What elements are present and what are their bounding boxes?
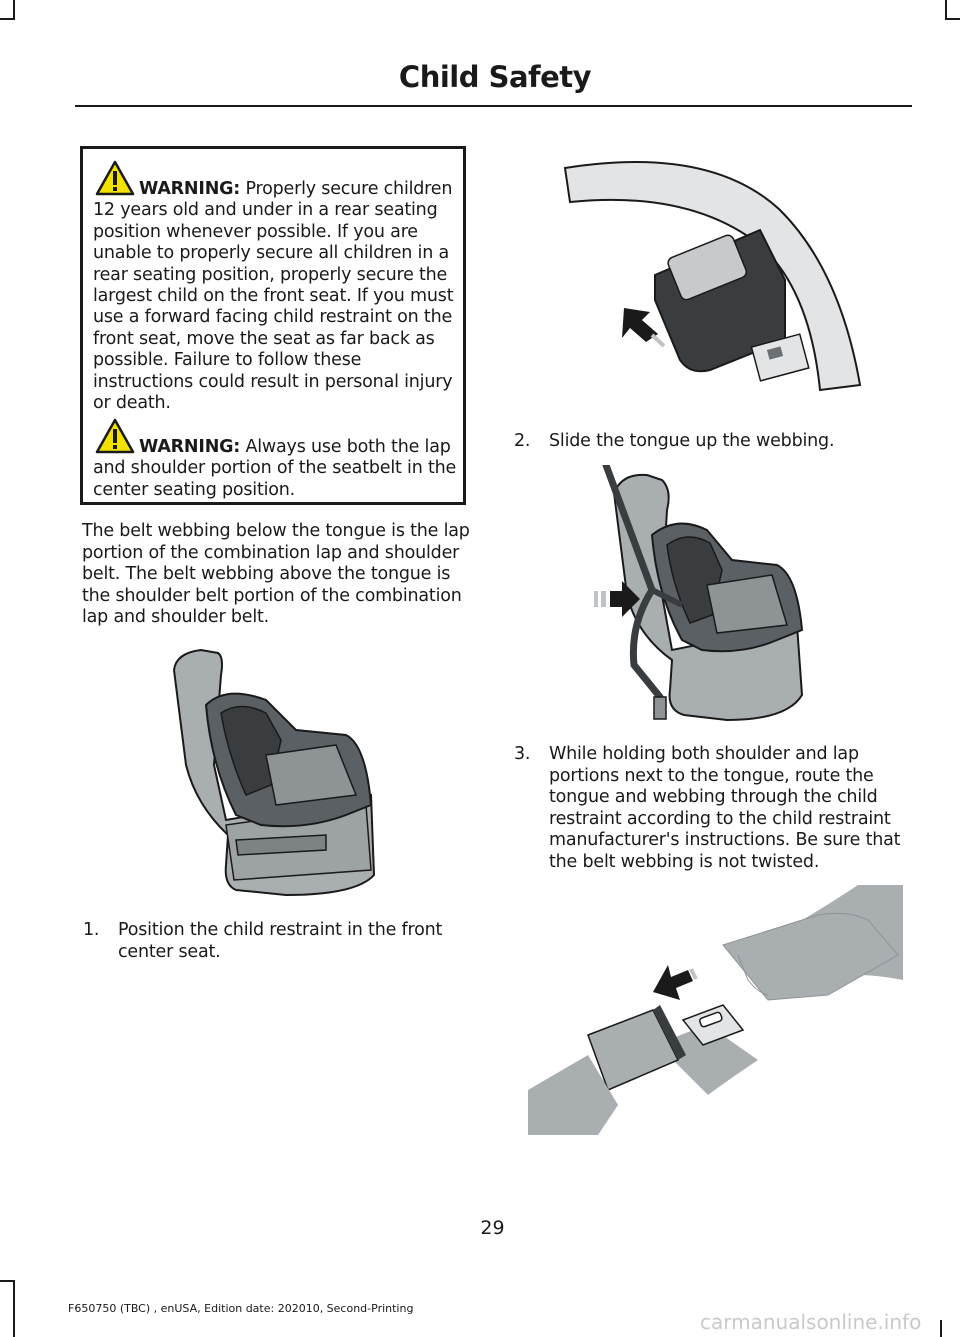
step-1 [83, 920, 483, 968]
warning-body: Always use both the lap and shoulder portion of the seatbelt in the center seating position. [93, 437, 457, 500]
crop-mark [940, 1320, 942, 1337]
crop-mark [13, 0, 15, 20]
page-title: Child Safety [398, 60, 592, 94]
step-text: While holding both shoulder and lap portions next to the tongue, route the tongue and webbing through the child restraint according to the child restraint manufacturer's instructions. Be sure that the belt webbing is not twisted. [549, 744, 901, 872]
direction-arrow-icon [622, 308, 664, 346]
warning-text-1 [93, 179, 465, 414]
warning-text-2 [93, 437, 465, 501]
crop-mark [0, 18, 14, 20]
belt-routing-illustration [592, 465, 812, 725]
warning-body: Properly secure children 12 years old and under in a rear seating position whenever possible. If you are unable to properly secure all children in a rear seating position, properly secure the largest child on the front seat. If you must use a forward facing child restraint on the front seat, move the seat as far back as possible. Failure to follow these instructions could result in personal injury or death. [93, 179, 454, 414]
warning-label: WARNING: [139, 437, 241, 457]
warning-box [80, 146, 466, 505]
crop-mark [946, 18, 960, 20]
watermark: carmanualsonline.info [700, 1310, 922, 1334]
warning-label: WARNING: [139, 179, 241, 199]
belt-tongue-illustration [560, 150, 870, 405]
belt-buckle-illustration [528, 885, 903, 1135]
direction-arrow-icon [653, 965, 696, 1000]
body-paragraph: The belt webbing below the tongue is the lap portion of the combination lap and shoulder belt. The belt webbing above the tongue is the shoulder belt portion of the combination lap and shoulder belt. [82, 521, 470, 627]
step-number: 1. [83, 920, 100, 940]
footer-edition: F650750 (TBC) , enUSA, Edition date: 202010, Second-Printing [68, 1302, 414, 1315]
step-text: Slide the tongue up the webbing. [549, 431, 835, 451]
page-number: 29 [480, 1217, 505, 1239]
step-text: Position the child restraint in the front center seat. [118, 920, 443, 962]
crop-mark [13, 1280, 15, 1337]
step-number: 3. [514, 744, 531, 764]
step-3 [514, 744, 914, 879]
step-2 [514, 431, 914, 455]
child-seat-illustration [166, 645, 378, 900]
step-number: 2. [514, 431, 531, 451]
header-divider [75, 105, 912, 107]
crop-mark [945, 0, 947, 20]
crop-mark [0, 1280, 14, 1282]
